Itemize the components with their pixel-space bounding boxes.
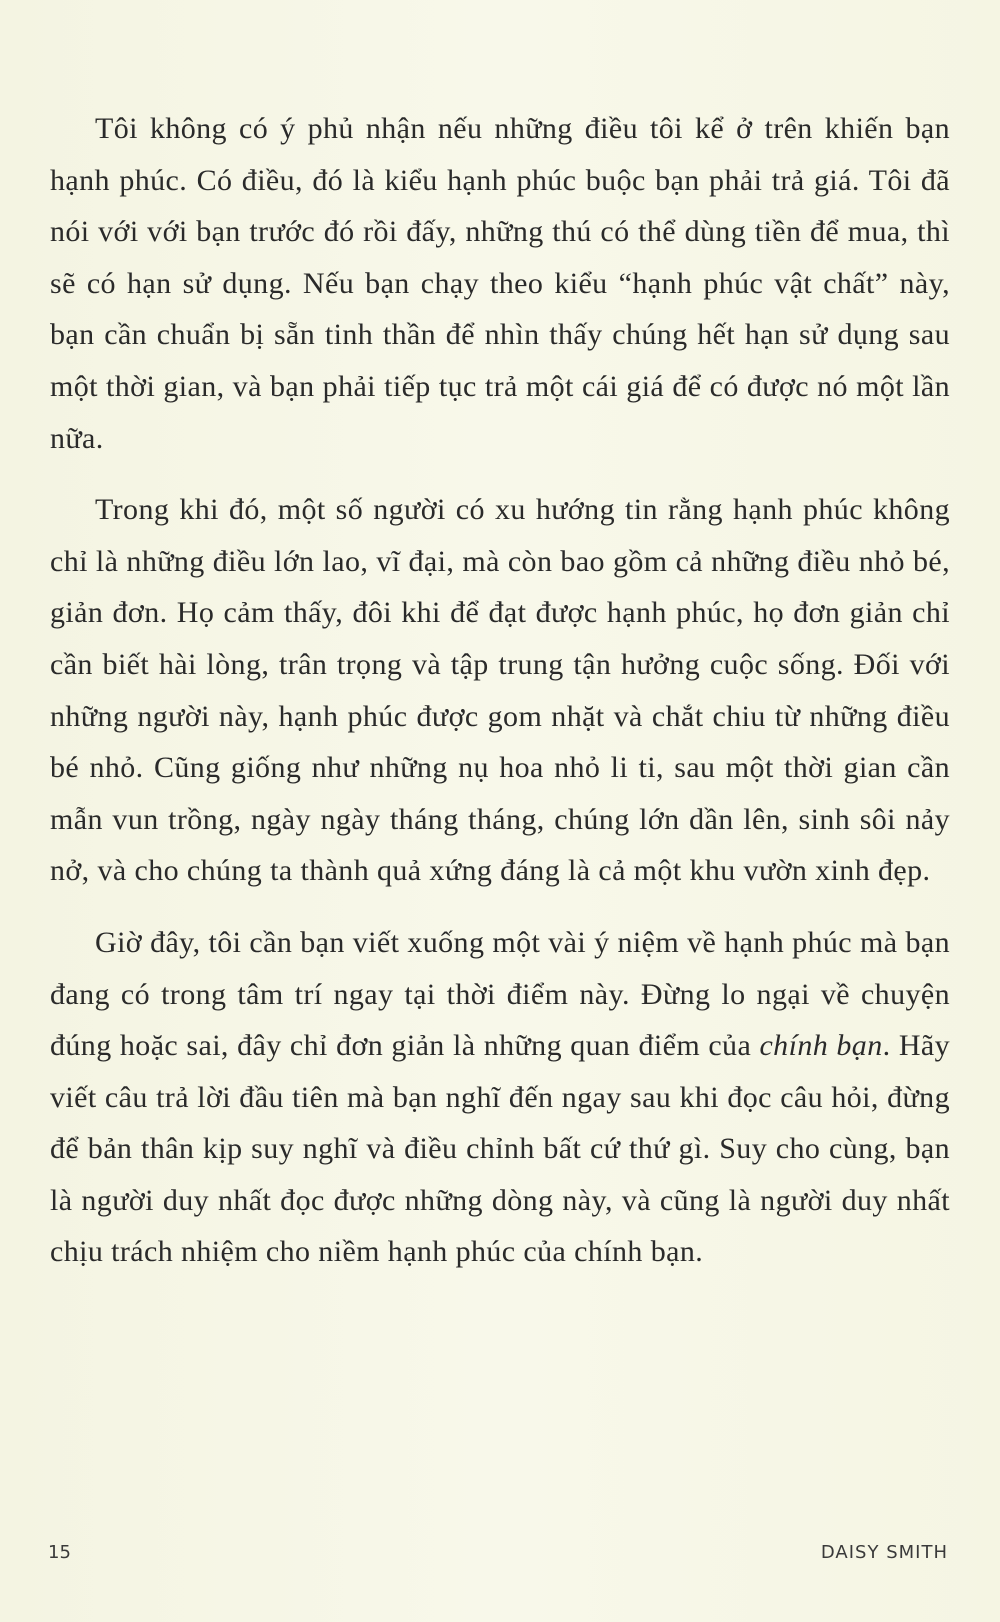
paragraph-3-start: Giờ đây, tôi cần bạn viết xuống một vài ý niệm về hạnh phúc mà bạn đang có trong tâm trí ngay tại thời điểm này. Đừng lo ngại về chuyện đúng hoặc sai, đây chỉ đơn giản là những quan điểm của: [50, 925, 950, 1063]
paragraph-3-end: . Hãy viết câu trả lời đầu tiên mà bạn nghĩ đến ngay sau khi đọc câu hỏi, đừng để bản thân kịp suy nghĩ và điều chỉnh bất cứ thứ gì. Suy cho cùng, bạn là người duy nhất đọc được những dòng này, và cũng là người duy nhất chịu trách nhiệm cho niềm hạnh phúc của chính bạn.: [50, 1029, 950, 1269]
body-text: [50, 103, 950, 1278]
page-footer: [48, 1542, 948, 1572]
page-number: 15: [48, 1542, 71, 1563]
author-name: DAISY SMITH: [820, 1542, 948, 1563]
paragraph-3-emphasis: chính bạn: [759, 1029, 883, 1063]
paragraph-2: Trong khi đó, một số người có xu hướng tin rằng hạnh phúc không chỉ là những điều lớn lao, vĩ đại, mà còn bao gồm cả những điều nhỏ bé, giản đơn. Họ cảm thấy, đôi khi để đạt được hạnh phúc, họ đơn giản chỉ cần biết hài lòng, trân trọng và tập trung tận hưởng cuộc sống. Đối với những người này, hạnh phúc được gom nhặt và chắt chiu từ những điều bé nhỏ. Cũng giống như những nụ hoa nhỏ li ti, sau một thời gian cần mẫn vun trồng, ngày ngày tháng tháng, chúng lớn dần lên, sinh sôi nảy nở, và cho chúng ta thành quả xứng đáng là cả một khu vườn xinh đẹp.: [50, 493, 950, 888]
paragraph-3: [50, 917, 950, 1278]
paragraph-1: Tôi không có ý phủ nhận nếu những điều tôi kể ở trên khiến bạn hạnh phúc. Có điều, đó là kiểu hạnh phúc buộc bạn phải trả giá. Tôi đã nói với với bạn trước đó rồi đấy, những thú có thể dùng tiền để mua, thì sẽ có hạn sử dụng. Nếu bạn chạy theo kiểu “hạnh phúc vật chất” này, bạn cần chuẩn bị sẵn tinh thần để nhìn thấy chúng hết hạn sử dụng sau một thời gian, và bạn phải tiếp tục trả một cái giá để có được nó một lần nữa.: [50, 112, 950, 455]
